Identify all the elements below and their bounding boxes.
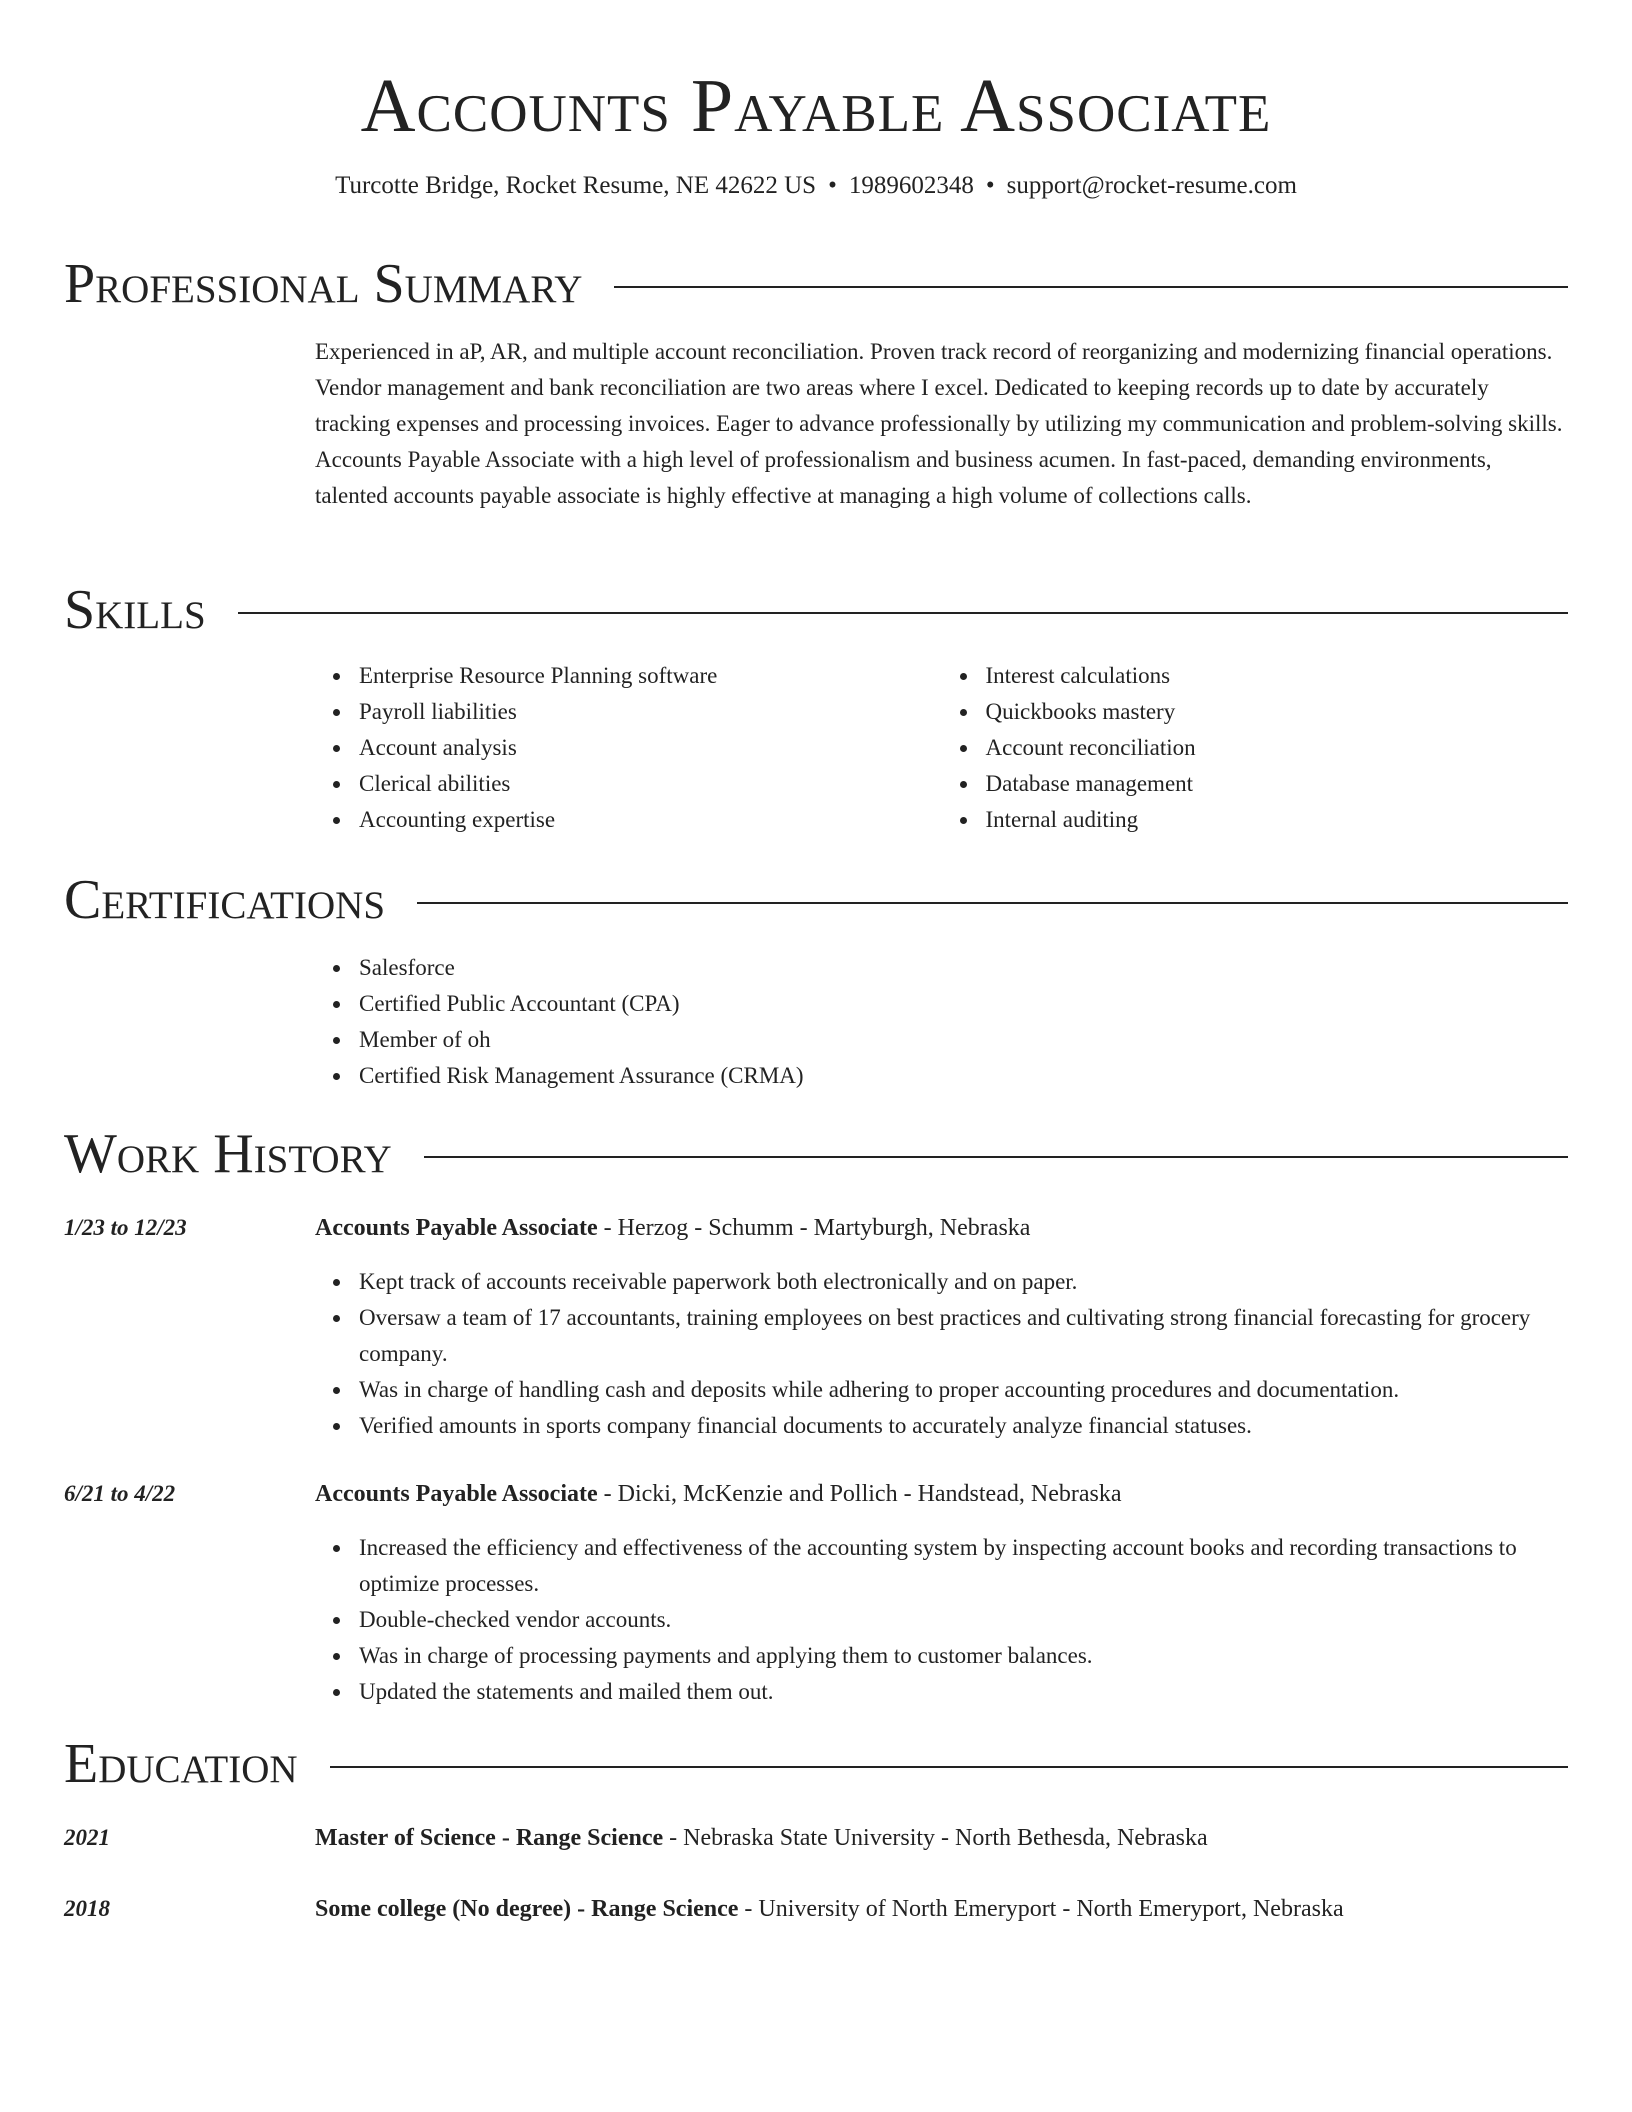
section-header-certifications xyxy=(64,868,1568,932)
resume-page xyxy=(64,0,1568,1922)
education-detail xyxy=(315,1891,1568,1927)
education-degree: Some college (No degree) - Range Science xyxy=(315,1896,739,1922)
summary-text: Experienced in aP, AR, and multiple account reconciliation. Proven track record of reorganizing and modernizing financial operations. Vendor management and bank reconciliation are two areas where I excel. Dedicated to keeping records up to date by accurately tracking expenses and processing invoices. Eager to advance professionally by utilizing my communication and problem-solving skills. Accounts Payable Associate with a high level of professionalism and business acumen. In fast-paced, demanding environments, talented accounts payable associate is highly effective at managing a high volume of collections calls. xyxy=(315,339,1563,508)
contact-line xyxy=(64,170,1568,202)
job-bullet: Increased the efficiency and effectiveness of the accounting system by inspecting account books and recording transactions to optimize processes. xyxy=(359,1530,1568,1602)
education-year: 2018 xyxy=(64,1896,110,1921)
section-title-education: Education xyxy=(64,1733,298,1795)
section-divider xyxy=(614,286,1568,288)
job-heading xyxy=(315,1210,1568,1246)
job-bullet: Updated the statements and mailed them out. xyxy=(359,1674,1568,1710)
skill-item: Account reconciliation xyxy=(986,730,1569,766)
education-degree: Master of Science - Range Science xyxy=(315,1825,664,1851)
job-bullet: Was in charge of handling cash and deposits while adhering to proper accounting procedures and documentation. xyxy=(359,1372,1568,1408)
job-employer-location: - Dicki, McKenzie and Pollich - Handstead, Nebraska xyxy=(597,1481,1122,1507)
section-header-summary xyxy=(64,252,1568,316)
education-school-location: - Nebraska State University - North Bethesda, Nebraska xyxy=(663,1825,1208,1851)
contact-separator: • xyxy=(985,172,995,199)
job-employer-location: - Herzog - Schumm - Martyburgh, Nebraska xyxy=(597,1215,1031,1241)
resume-name-title: Accounts Payable Associate xyxy=(360,64,1272,148)
section-divider xyxy=(417,902,1568,904)
section-title-skills: Skills xyxy=(64,579,206,641)
certifications-list xyxy=(315,950,1568,1094)
job-dates: 6/21 to 4/22 xyxy=(64,1481,176,1506)
job-bullet: Oversaw a team of 17 accountants, training employees on best practices and cultivating strong financial forecasting for grocery company. xyxy=(359,1300,1568,1372)
job-bullet: Double-checked vendor accounts. xyxy=(359,1602,1568,1638)
section-header-skills xyxy=(64,578,1568,642)
contact-separator: • xyxy=(828,172,837,199)
job-detail xyxy=(315,1210,1568,1444)
section-header-education xyxy=(64,1732,1568,1796)
skill-item: Accounting expertise xyxy=(359,802,942,838)
section-divider xyxy=(330,1766,1568,1768)
section-title-certifications: Certifications xyxy=(64,869,386,931)
job-bullets xyxy=(315,1530,1568,1710)
skill-item: Account analysis xyxy=(359,730,942,766)
education-detail xyxy=(315,1820,1568,1856)
job-dates: 1/23 to 12/23 xyxy=(64,1215,187,1240)
job-bullet: Kept track of accounts receivable paperwork both electronically and on paper. xyxy=(359,1264,1568,1300)
job-bullets xyxy=(315,1264,1568,1444)
skill-item: Internal auditing xyxy=(986,802,1569,838)
section-divider xyxy=(238,612,1568,614)
job-bullet: Verified amounts in sports company financial documents to accurately analyze financial statuses. xyxy=(359,1408,1568,1444)
job-bullet: Was in charge of processing payments and applying them to customer balances. xyxy=(359,1638,1568,1674)
job-heading xyxy=(315,1476,1568,1512)
section-header-work-history xyxy=(64,1122,1568,1186)
skill-item: Quickbooks mastery xyxy=(986,694,1569,730)
contact-address: Turcotte Bridge, Rocket Resume, NE 42622 US xyxy=(335,172,817,199)
contact-phone: 1989602348 xyxy=(848,172,974,199)
skills-list-left xyxy=(315,658,942,838)
skill-item: Database management xyxy=(986,766,1569,802)
contact-email[interactable]: support@rocket-resume.com xyxy=(1006,172,1297,199)
certification-item: Certified Risk Management Assurance (CRMA) xyxy=(359,1058,1568,1094)
certification-item: Member of oh xyxy=(359,1022,1568,1058)
summary-body xyxy=(315,334,1568,514)
skills-body xyxy=(315,658,1568,838)
job-role: Accounts Payable Associate xyxy=(315,1215,598,1241)
skills-list-right xyxy=(942,658,1569,838)
section-title-summary: Professional Summary xyxy=(64,253,583,315)
job-detail xyxy=(315,1476,1568,1710)
skill-item: Clerical abilities xyxy=(359,766,942,802)
certification-item: Salesforce xyxy=(359,950,1568,986)
skills-grid xyxy=(315,658,1568,838)
certification-item: Certified Public Accountant (CPA) xyxy=(359,986,1568,1022)
skill-item: Payroll liabilities xyxy=(359,694,942,730)
section-title-work-history: Work History xyxy=(64,1123,392,1185)
skill-item: Interest calculations xyxy=(986,658,1569,694)
skill-item: Enterprise Resource Planning software xyxy=(359,658,942,694)
education-year: 2021 xyxy=(64,1825,110,1850)
education-school-location: - University of North Emeryport - North Emeryport, Nebraska xyxy=(738,1896,1344,1922)
section-divider xyxy=(424,1156,1568,1158)
job-role: Accounts Payable Associate xyxy=(315,1481,598,1507)
certifications-body xyxy=(315,950,1568,1094)
